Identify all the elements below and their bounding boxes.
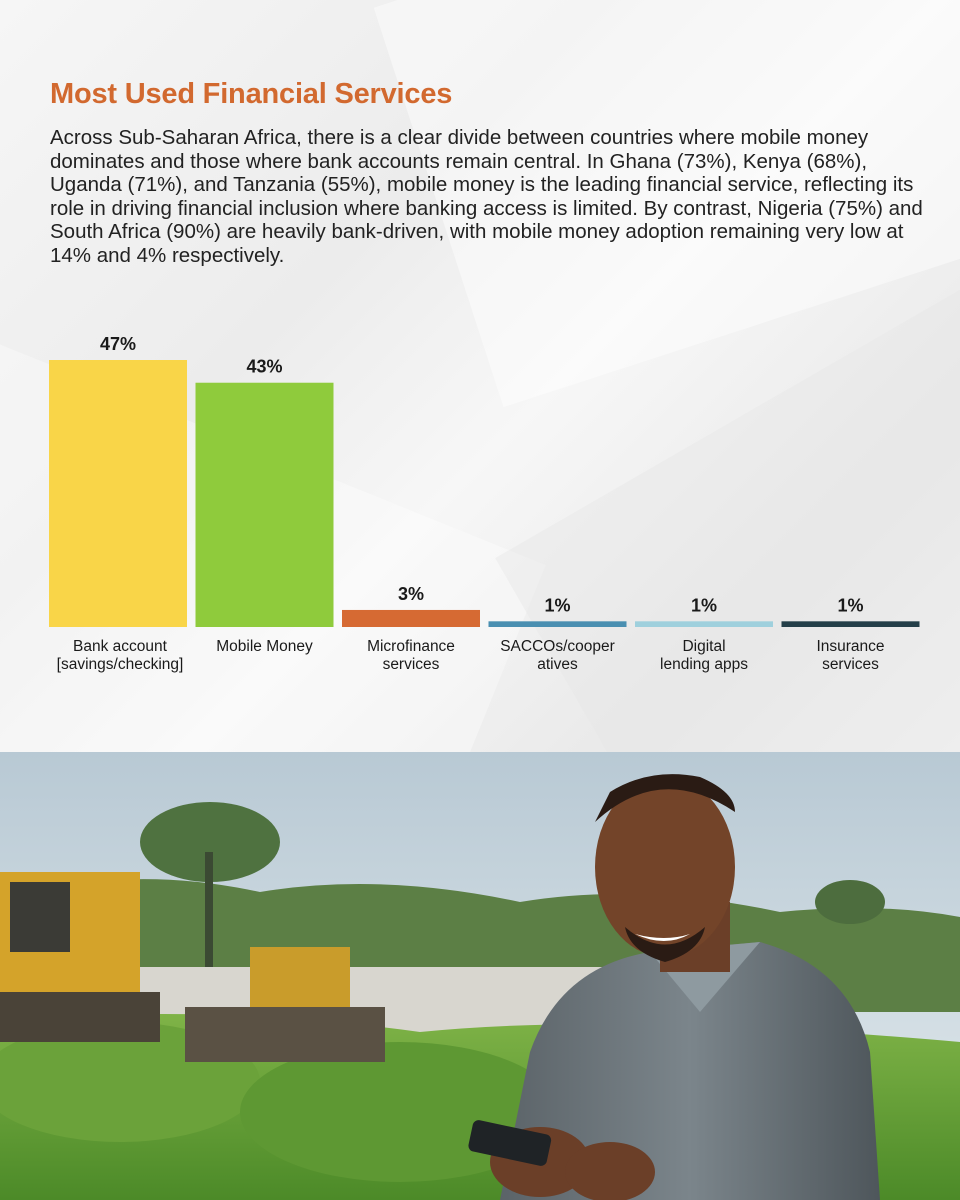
bar-0 — [49, 360, 187, 627]
category-label-2-1: services — [382, 656, 440, 673]
photo-man-with-phone — [0, 752, 960, 1200]
bar-chart — [0, 320, 960, 700]
data-label-1: 43% — [246, 356, 283, 377]
category-label-0-0: Bank account — [73, 638, 167, 655]
description-paragraph: Across Sub-Saharan Africa, there is a clear divide between countries where mobile money dominates and those where bank accounts remain central. In Ghana (73%), Kenya (68%), Uganda (71%), and Tanzania (55%), mobile money is the leading financial service, reflecting its role in driving financial inclusion where banking access is limited. By contrast, Nigeria (75%) and South Africa (90%) are heavily bank-driven, with mobile money adoption remaining very low at 14% and 4% respectively. — [50, 126, 923, 267]
category-label-0-1: [savings/checking] — [56, 656, 184, 673]
category-label-5-0: Insurance — [816, 638, 885, 655]
bar-5 — [782, 621, 920, 627]
category-label-4-0: Digital — [682, 638, 726, 655]
bar-1 — [196, 383, 334, 627]
data-label-0: 47% — [99, 334, 137, 354]
data-label-4: 1% — [690, 595, 718, 616]
category-label-2-0: Microfinance — [367, 638, 455, 655]
bar-4 — [635, 621, 773, 627]
category-label-3-0: SACCOs/cooper — [500, 638, 615, 655]
page-title: Most Used Financial Services — [50, 78, 453, 110]
data-label-3: 1% — [544, 595, 571, 616]
category-label-4-1: lending apps — [660, 656, 748, 673]
category-label-1-0: Mobile Money — [216, 638, 313, 655]
data-label-2: 3% — [397, 583, 425, 604]
bar-3 — [489, 621, 627, 627]
bar-2 — [342, 610, 480, 627]
category-label-5-1: services — [822, 656, 879, 673]
photo-illustration — [0, 752, 960, 1200]
category-label-3-1: atives — [537, 656, 578, 673]
data-label-5: 1% — [837, 595, 864, 616]
